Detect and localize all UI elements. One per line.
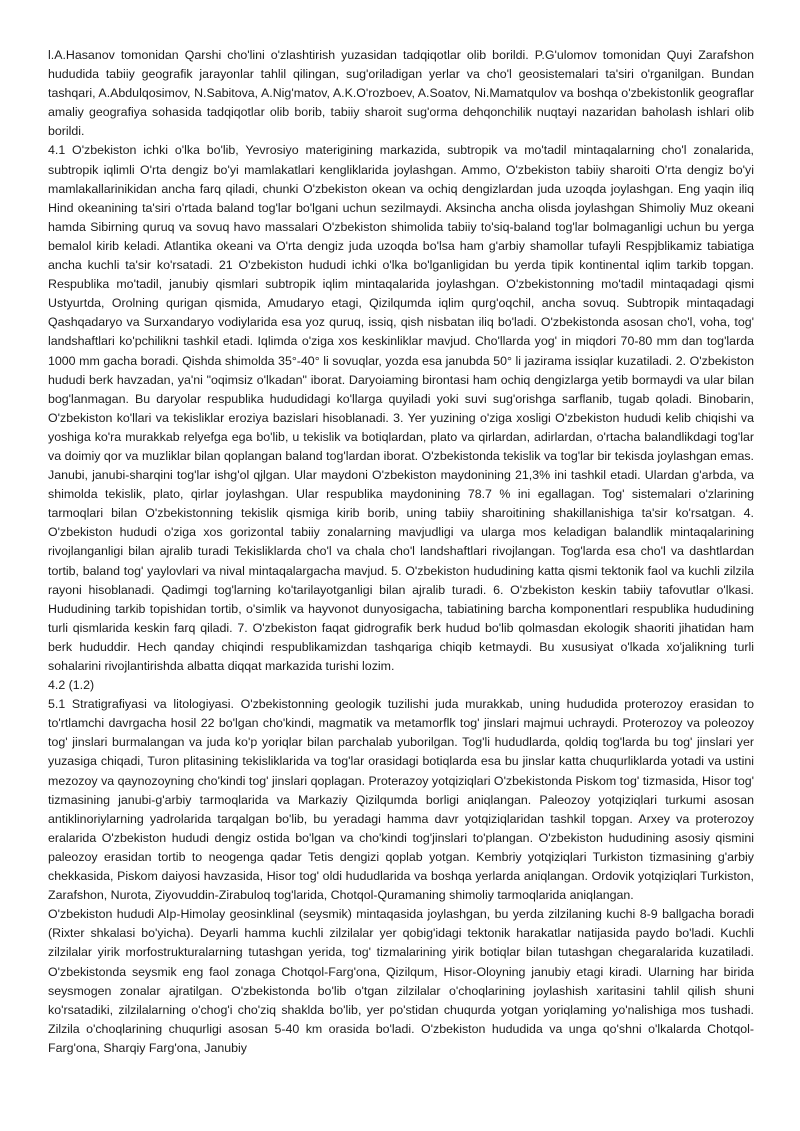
paragraph-section-5-1: 5.1 Stratigrafiyasi va litologiyasi. O'zbekistonning geologik tuzilishi juda murakkab, uning hududida proterozoy erasidan to to'rtlamchi davrgacha hosil 22 bo'lgan cho'kindi, magmatik va metamorflk tog' jinslari majmui uchraydi. Proterozoy va poleozoy tog' jinslari burmalangan va juda ko'p yoriqlar bilan parchalab yuborilgan. Tog'li hududlarda, qoldiq tog'larda bu tog' jinslari yer yuzasiga chiqadi, Turon plitasining tekisliklarida va tog'lar orasidagi botiqlarda esa bu jinslar katta chuqurliklarda yotadi va ustini mezozoy va qaynozoyning cho'kindi tog' jinslari qoplagan. Proterazoy yotqiziqlari O'zbekistonda Piskom tog' tizmasida, Hisor tog' tizmasining janubi-g'arbiy tarmoqlarida va Markaziy Qizilqumda borligi aniqlangan. Paleozoy yotqiziqlari turkumi asosan antiklinoriylarning yadrolarida tarqalgan bo'lib, bu yeradagi hamma davr yotqiziqlaridan tashkil topgan. Arxey va proterozoy eralarida O'zbekiston hududi dengiz ostida bo'lgan va cho'kindi tog'jinslari to'plangan. O'zbekiston hududining asosiy qismini paleozoy erasidan tortib to neogenga qadar Tetis dengizi qoplab yotgan. Kembriy yotqiziqlari Turkiston tizmasining g'arbiy chekkasida, Piskom daiyosi havzasida, Hisor tog' oldi hududlarida va boshqa yerlarda aniqlangan. Ordovik yotqiziqlari Turkiston, Zarafshon, Nurota, Ziyovuddin-Zirabuloq tog'larida, Chotqol-Quramaning shimoliy tarmoqlarida aniqlangan.: [48, 697, 754, 903]
paragraph-seismic: O'zbekiston hududi AIp-Himolay geosinklinal (seysmik) mintaqasida joylashgan, bu yerda zilzilaning kuchi 8-9 ballgacha boradi (Rixter shkalasi bo'yicha). Deyarli hamma kuchli zilzilalar yer qobig'idagi tektonik harakatlar natijasida paydo bo'ladi. Kuchli zilzilalar yirik morfostrukturalarning tutashgan yerida, tog' tizmalarining yirik botiqlar bilan tutashgan chegaralarida kuzatiladi. O'zbekistonda seysmik eng faol zonaga Chotqol-Farg'ona, Qizilqum, Hisor-Oloyning janubiy etagi kiradi. Ularning har birida seysmogen zonalar ajratilgan. O'zbekistonda bo'lib o'tgan zilzilalar o'choqlarining joylashish xaritasini tahlil qilish shuni ko'rsatadiki, zilzilalarning o'chog'i cho'ziq shaklda bo'lib, yer po'stidan chuqurda yotgan yoriqlaming yo'nalishiga mos tushadi. Zilzila o'choqlarining chuqurligi asosan 5-40 km orasida bo'ladi. O'zbekiston hududida va unga qo'shni o'lkalarda Chotqol-Farg'ona, Sharqiy Farg'ona, Janubiy: [48, 907, 754, 1055]
section-heading-4-2: 4.2 (1.2): [48, 678, 95, 693]
paragraph-section-4-1: 4.1 O'zbekiston ichki o'lka bo'lib, Yevrosiyo materigining markazida, subtropik va mo'tadil mintaqalarning cho'l zonalarida, subtropik iqlimli O'rta dengiz bo'yi mamlakatlari kengliklarida joylashgan. Ammo, O'zbekiston tabiiy sharoiti O'rta dengiz bo'yi mamlakallarinikidan ancha farq qiladi, chunki O'zbekiston okean va ochiq dengizlardan juda uzoqda joylashgan. Eng yaqin iliq Hind okeanining ta'siri o'rtada baland tog'lar bo'lgani uchun sezilmaydi. Aksincha ancha olisda joylashgan Shimoliy Muz okeani hamda Sibirning quruq va sovuq havo massalari O'zbekiston shimolida tabiiy to'siq-baland tog'lar bolmaganligi uchun bu yerga bemalol kirib keladi. Atlantika okeani va O'rta dengiz juda uzoqda bo'lsa ham g'arbiy shamollar tufayli Respjblikamiz tabiatiga ancha kuchli ta'sir ko'rsatadi. 21 O'zbekiston hududi ichki o'lka bo'lganligidan bu yerda tipik kontinental iqlim tarkib topgan. Respublika mo'tadil, janubiy qismlari subtropik iqlim mintaqalarida joylashgan. O'zbekistonning mo'tadil mintaqadagi qismi Ustyurtda, Orolning qurigan qismida, Amudaryo etagi, Qizilqumda iqlim qurg'oqchil, ancha sovuq. Subtropik mintaqadagi Qashqadaryo va Surxandaryo vodiylarida esa yoz quruq, issiq, qish nisbatan iliq bo'ladi. O'zbekistonda asosan cho'l, voha, tog' landshaftlari ko'pchilikni tashkil etadi. Iqlimda o'ziga xos keskinliklar mavjud. Cho'llarda yog' in miqdori 70-80 mm dan tog'larda 1000 mm gacha boradi. Qishda shimolda 35°-40° li sovuqlar, yozda esa janubda 50° li jazirama issiqlar kuzatiladi. 2. O'zbekiston hududi berk havzadan, ya'ni "oqimsiz o'lkadan" iborat. Daryoiaming birontasi ham ochiq dengizlarga yetib bormaydi va ular bilan bog'lanmagan. Bu daryolar respublika hududidagi ko'llarga quyiladi yoki suvi sug'orishga sarflanib, tugab qoladi. Binobarin, O'zbekiston ko'llari va tekisliklar eroziya bazislari hisoblanadi. 3. Yer yuzining o'ziga xosligi O'zbekiston hududi kelib chiqishi va yoshiga ko'ra murakkab relyefga ega bo'lib, u tekislik va botiqlardan, plato va qirlardan, adirlardan, o'rtacha balandlikdagi tog'lar va doimiy qor va muzliklar bilan qoplangan baland tog'lardan iborat. O'zbekistonda tekislik va tog'lar bir tekisda joylashgan emas. Janubi, janubi-sharqini tog'lar ishg'ol qjlgan. Ular maydoni O'zbekiston maydonining 21,3% ini tashkil etadi. Ulardan g'arbda, va shimolda tekislik, plato, qirlar joylashgan. Ular respublika maydonining 78.7 % ini egallagan. Tog' sistemalari o'zlarining tarmoqlari bilan O'zbekistonning tekislik qismiga kirib borib, uning tabiiy sharoitining shakillanishiga ta'sir ko'rsatgan. 4. O'zbekiston hududi o'ziga xos gorizontal tabiiy zonalarning mavjudligi va ularga mos keladigan balandlik mintaqalarining rivojlanganligi bilan ajralib turadi Tekisliklarda cho'l va chala cho'l landshaftlari rivojlangan. Tog'larda esa cho'l va dashtlardan tortib, baland tog' yaylovlari va nival mintaqalargacha mavjud. 5. O'zbekiston hududining katta qismi tektonik faol va kuchli zilzila rayoni hisoblanadi. Qadimgi tog'larning ko'tarilayotganligi bilan ajralib turadi. 6. O'zbekiston keskin tabiiy tafovutlar o'lkasi. Hududining tarkib topishidan tortib, o'simlik va hayvonot dunyosigacha, tabiatining barcha komponentlari respublika hududining turli qismlarida keskin farq qiladi. 7. O'zbekiston faqat gidrografik berk hudud bo'lib qolmasdan ekologik shaoriti jihatidan ham berk hududdir. Hech qanday chiqindi respublikamizdan tashqariga chiqib ketmaydi. Bu xususiyat o'lkada xo'jalikning turli sohalarini rivojlantirishda albatta diqqat markazida turishi lozim.: [48, 143, 754, 673]
paragraph-researchers: l.A.Hasanov tomonidan Qarshi cho'lini o'zlashtirish yuzasidan tadqiqotlar olib borildi. P.G'ulomov tomonidan Quyi Zarafshon hududida tabiiy geografik jarayonlar tahlil qilingan, sug'oriladigan yerlar va cho'l geosistemalari ta'siri o'rganilgan. Bundan tashqari, A.Abdulqosimov, N.Sabitova, A.Nig'matov, A.K.O'rozboev, A.Soatov, Ni.Mamatqulov va boshqa o'zbekistonlik geograflar amaliy geografiya sohasida tadqiqotlar olib borib, tabiiy sharoit sug'orma dehqonchilik nuqtayi nazaridan baholash ishlari olib borildi.: [48, 48, 754, 139]
